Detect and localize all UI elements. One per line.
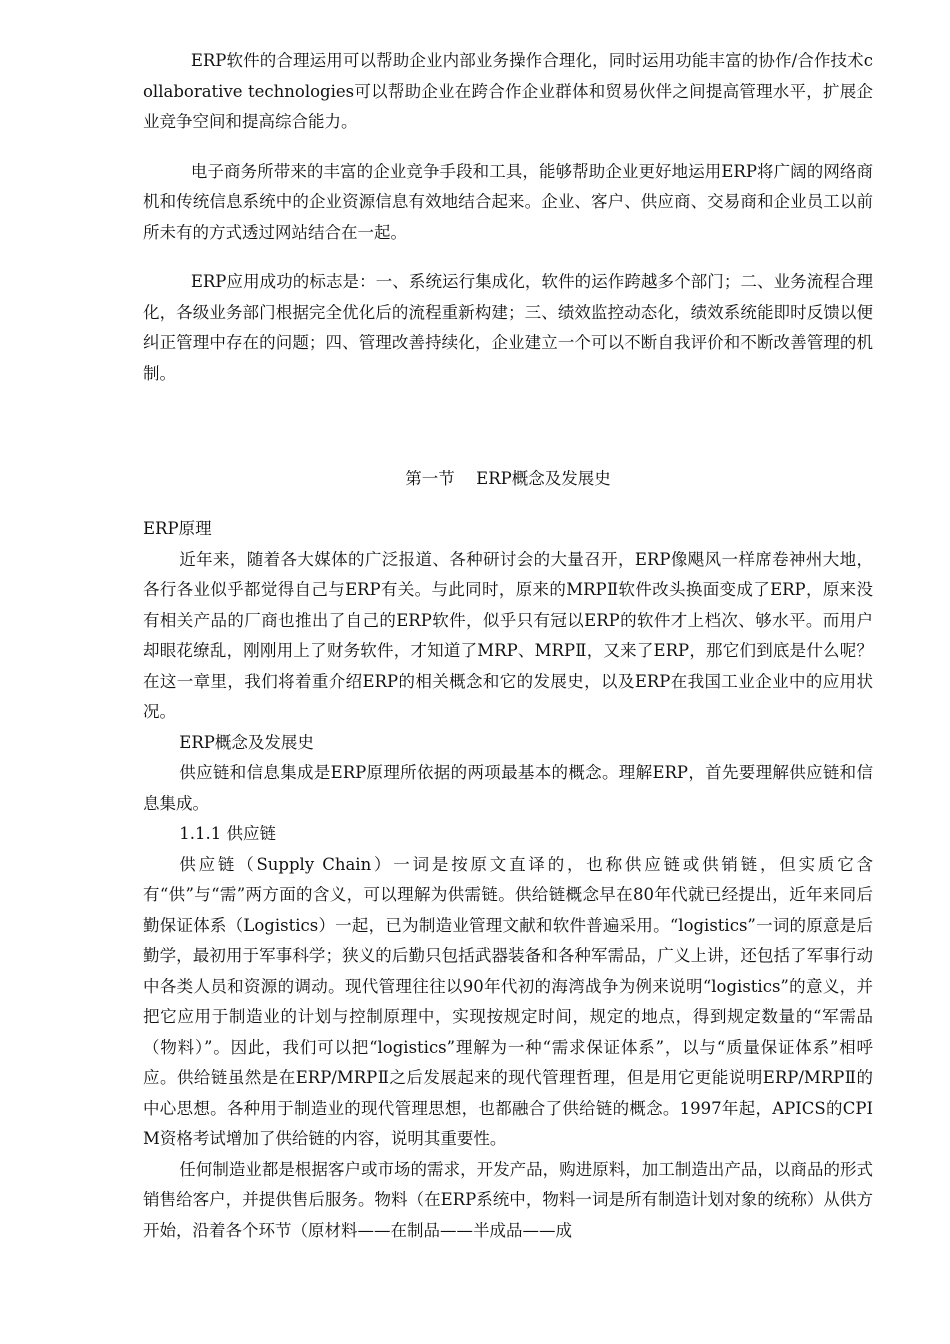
paragraph-recent-years: 近年来，随着各大媒体的广泛报道、各种研讨会的大量召开，ERP像飓风一样席卷神州大地，各行各业似乎都觉得自己与ERP有关。与此同时，原来的MRPⅡ软件改头换面变成了ERP，原来没有相关产品的厂商也推出了自己的ERP软件，似乎只有冠以ERP的软件才上档次、够水平。而用户却眼花缭乱，刚刚用上了财务软件，才知道了MRP、MRPⅡ，又来了ERP，那它们到底是什么呢？ 在这一章里，我们将着重介绍ERP的相关概念和它的发展史，以及ERP在我国工业企业中的应用状况。 — [143, 549, 873, 721]
heading-erp-principle: ERP原理 — [143, 519, 212, 538]
heading-erp-concept: ERP概念及发展史 — [179, 732, 314, 752]
paragraph-erp-concept: 供应链和信息集成是ERP原理所依据的两项最基本的概念。理解ERP，首先要理解供应链和信息集成。 — [143, 763, 873, 813]
section-title-text: ERP概念及发展史 — [476, 469, 611, 488]
document-page — [143, 46, 873, 1246]
intro-paragraph-1: ERP软件的合理运用可以帮助企业内部业务操作合理化，同时运用功能丰富的协作/合作技术collaborative technologies可以帮助企业在跨合作企业群体和贸易伙伴之间提高管理水平，扩展企业竞争空间和提高综合能力。 — [143, 51, 873, 131]
paragraph-manufacturing: 任何制造业都是根据客户或市场的需求，开发产品，购进原料，加工制造出产品，以商品的形式销售给客户，并提供售后服务。物料（在ERP系统中，物料一词是所有制造计划对象的统称）从供方开始，沿着各个环节（原材料——在制品——半成品——成 — [143, 1159, 873, 1240]
section-number: 第一节 — [405, 469, 455, 488]
intro-block — [143, 46, 873, 389]
heading-supply-chain: 1.1.1 供应链 — [179, 824, 277, 843]
body-block — [143, 514, 873, 1246]
intro-paragraph-2: 电子商务所带来的丰富的企业竞争手段和工具，能够帮助企业更好地运用ERP将广阔的网络商机和传统信息系统中的企业资源信息有效地结合起来。企业、客户、供应商、交易商和企业员工以前所未有的方式透过网站结合在一起。 — [143, 161, 873, 242]
section-title — [143, 464, 873, 494]
paragraph-supply-chain: 供应链（Supply Chain）一词是按原文直译的，也称供应链或供销链，但实质它含有“供”与“需”两方面的含义，可以理解为供需链。供给链概念早在80年代就已经提出，近年来同后勤保证体系（Logistics）一起，已为制造业管理文献和软件普遍采用。“logistics”一词的原意是后勤学，最初用于军事科学；狭义的后勤只包括武器装备和各种军需品，广义上讲，还包括了军事行动中各类人员和资源的调动。现代管理往往以90年代初的海湾战争为例来说明“logistics”的意义，并把它应用于制造业的计划与控制原理中，实现按规定时间，规定的地点，得到规定数量的“军需品（物料）”。因此，我们可以把“logistics”理解为一种“需求保证体系”，以与“质量保证体系”相呼应。供给链虽然是在ERP/MRPⅡ之后发展起来的现代管理哲理，但是用它更能说明ERP/MRPⅡ的中心思想。各种用于制造业的现代管理思想，也都融合了供给链的概念。1997年起，APICS的CPIM资格考试增加了供给链的内容，说明其重要性。 — [143, 854, 873, 1148]
intro-paragraph-3: ERP应用成功的标志是：一、系统运行集成化，软件的运作跨越多个部门；二、业务流程合理化，各级业务部门根据完全优化后的流程重新构建；三、绩效监控动态化，绩效系统能即时反馈以便纠正管理中存在的问题；四、管理改善持续化，企业建立一个可以不断自我评价和不断改善管理的机制。 — [143, 272, 873, 383]
